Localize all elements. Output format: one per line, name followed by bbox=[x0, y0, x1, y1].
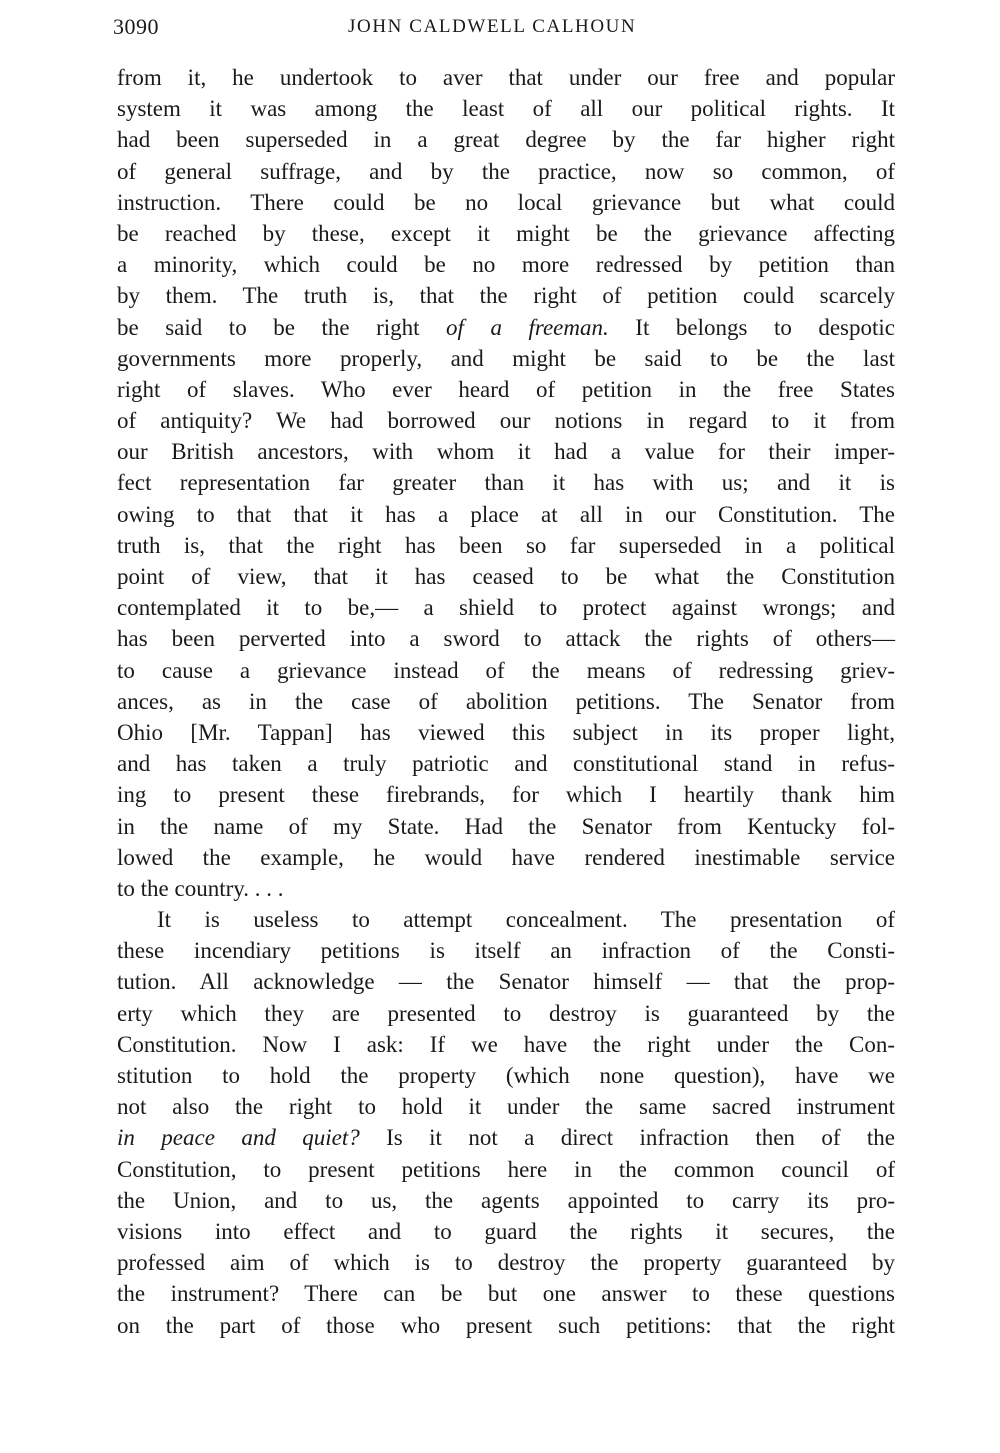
text-line: Constitution, to present petitions here in the common council of bbox=[117, 1156, 895, 1182]
text-line: truth is, that the right has been so far superseded in a political bbox=[117, 532, 895, 558]
body-text bbox=[117, 62, 895, 1341]
text-line: Ohio [Mr. Tappan] has viewed this subject in its proper light, bbox=[117, 719, 895, 745]
text-line: right of slaves. Who ever heard of petition in the free States bbox=[117, 376, 895, 402]
italic-phrase: in peace and quiet? bbox=[117, 1125, 360, 1151]
text-line: point of view, that it has ceased to be what the Constitution bbox=[117, 564, 895, 589]
italic-phrase: of a freeman. bbox=[446, 314, 609, 340]
text-line: of antiquity? We had borrowed our notions in regard to it from bbox=[117, 408, 895, 434]
text-line: a minority, which could be no more redressed by petition than bbox=[117, 252, 895, 278]
text-line: Constitution. Now I ask: If we have the right under the Con- bbox=[117, 1031, 895, 1057]
text-line: ances, as in the case of abolition petitions. The Senator from bbox=[117, 688, 895, 714]
text-line: lowed the example, he would have rendered inestimable service bbox=[117, 844, 895, 870]
text-line: to the country. . . . bbox=[117, 875, 284, 901]
text-line: It is useless to attempt concealment. The presentation of bbox=[157, 907, 895, 933]
text-line: instruction. There could be no local grievance but what could bbox=[117, 189, 895, 215]
text-line: fect representation far greater than it has with us; and it is bbox=[117, 470, 895, 496]
text-segment: It belongs to despotic bbox=[608, 314, 896, 340]
text-line: the instrument? There can be but one answer to these questions bbox=[117, 1281, 895, 1307]
text-line: be reached by these, except it might be the grievance affecting bbox=[117, 220, 895, 246]
text-line: professed aim of which is to destroy the property guaranteed by bbox=[117, 1250, 895, 1276]
text-line: erty which they are presented to destroy is guaranteed by the bbox=[117, 1000, 895, 1026]
text-line: not also the right to hold it under the same sacred instrument bbox=[117, 1094, 895, 1120]
text-line: from it, he undertook to aver that under our free and popular bbox=[117, 65, 895, 90]
text-segment: Is it not a direct infraction then of the bbox=[359, 1125, 895, 1151]
text-line: contemplated it to be,— a shield to protect against wrongs; and bbox=[117, 595, 895, 621]
text-line: these incendiary petitions is itself an infraction of the Consti- bbox=[117, 938, 895, 964]
text-line: to cause a grievance instead of the means of redressing griev- bbox=[117, 657, 895, 683]
text-line: by them. The truth is, that the right of petition could scarcely bbox=[117, 283, 895, 309]
text-line: had been superseded in a great degree by the far higher right bbox=[117, 127, 895, 153]
text-line: the Union, and to us, the agents appointed to carry its pro- bbox=[117, 1187, 895, 1213]
text-line: has been perverted into a sword to attack the rights of others— bbox=[117, 626, 895, 652]
text-line: and has taken a truly patriotic and constitutional stand in refus- bbox=[117, 751, 895, 777]
text-line: our British ancestors, with whom it had a value for their imper- bbox=[117, 439, 895, 465]
text-line: visions into effect and to guard the rights it secures, the bbox=[117, 1218, 895, 1244]
text-line bbox=[117, 312, 895, 343]
text-segment: be said to be the right bbox=[117, 314, 447, 340]
text-line: in the name of my State. Had the Senator from Kentucky fol- bbox=[117, 813, 895, 839]
text-line: tution. All acknowledge — the Senator himself — that the prop- bbox=[117, 969, 895, 995]
text-line: on the part of those who present such petitions: that the right bbox=[117, 1312, 895, 1338]
text-line: system it was among the least of all our political rights. It bbox=[117, 96, 895, 122]
page-number: 3090 bbox=[113, 14, 159, 39]
page-header bbox=[113, 14, 893, 44]
text-line: governments more properly, and might be said to be the last bbox=[117, 345, 895, 371]
text-line: stitution to hold the property (which none question), have we bbox=[117, 1063, 895, 1088]
text-line: ing to present these firebrands, for which I heartily thank him bbox=[117, 782, 895, 808]
text-line: owing to that that it has a place at all in our Constitution. The bbox=[117, 501, 895, 527]
text-line bbox=[117, 1122, 895, 1153]
running-head: JOHN CALDWELL CALHOUN bbox=[348, 16, 637, 37]
text-line: of general suffrage, and by the practice, now so common, of bbox=[117, 158, 895, 184]
